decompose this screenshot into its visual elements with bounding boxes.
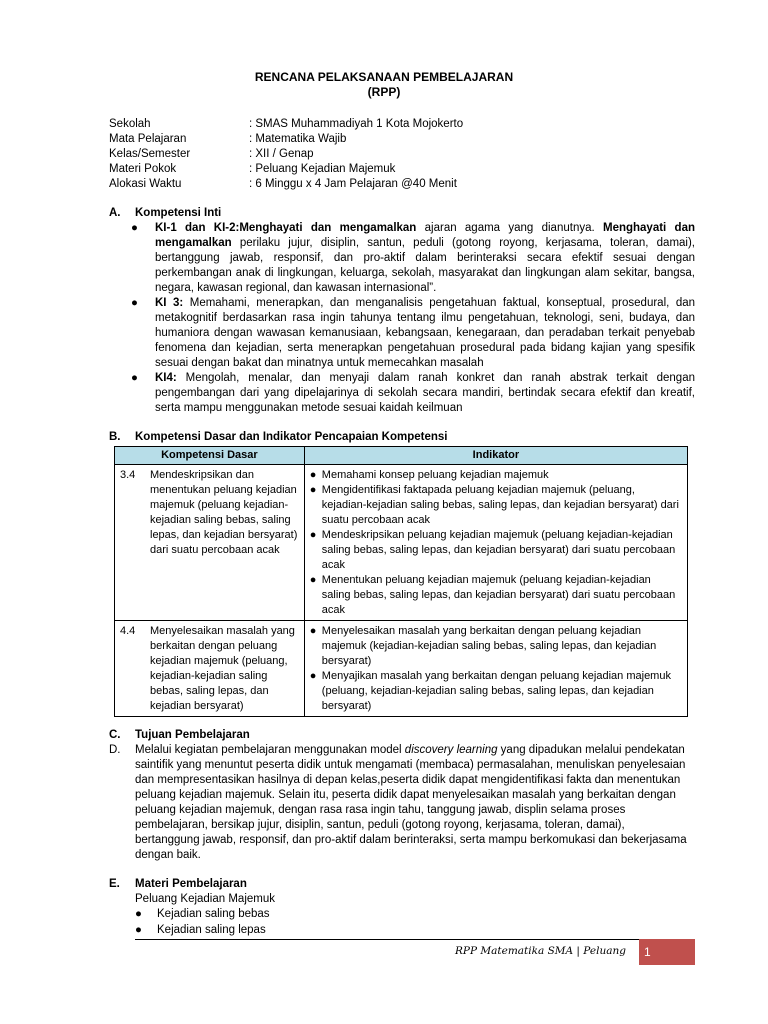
info-value: : Peluang Kejadian Majemuk	[249, 163, 396, 175]
model-name: discovery learning	[404, 744, 498, 756]
table-row	[115, 465, 688, 621]
list-item	[131, 371, 695, 416]
doc-subtitle: (RPP)	[367, 85, 401, 99]
bullet-icon: ●	[309, 574, 317, 586]
list-item	[135, 907, 275, 923]
bullet-icon: ●	[135, 908, 142, 920]
doc-title: RENCANA PELAKSANAAN PEMBELAJARAN	[254, 70, 514, 84]
section-heading: Kompetensi Inti	[135, 207, 222, 219]
indicator-text: Menentukan peluang kejadian majemuk (peluang kejadian-kejadian saling bebas, saling lepas, dan kejadian bersyarat) dari suatu percobaan acak	[321, 574, 676, 616]
info-label: Mata Pelajaran	[109, 133, 187, 145]
material-item: Kejadian saling lepas	[157, 924, 266, 936]
section-letter: A.	[109, 207, 121, 219]
ki-heading: KI-1 dan KI-2:Menghayati dan mengamalkan	[155, 222, 417, 234]
info-row	[109, 177, 463, 192]
info-label: Sekolah	[109, 118, 151, 130]
ki-list	[131, 221, 695, 416]
column-header: Kompetensi Dasar	[115, 447, 305, 465]
material-item: Kejadian saling bebas	[157, 908, 270, 920]
section-letter: C.	[109, 729, 121, 741]
indicator-text: Mengidentifikasi faktapada peluang kejadian majemuk (peluang, kejadian-kejadian saling bebas, saling lepas, dan kejadian bersyarat) dari suatu percobaan acak	[321, 484, 679, 526]
kd-text: Mendeskripsikan dan menentukan peluang kejadian majemuk (peluang kejadian-kejadian saling bebas, saling lepas, dan kejadian bersyarat) dari suatu percobaan acak	[150, 469, 298, 556]
page-number-badge: 1	[639, 939, 695, 965]
list-item	[310, 483, 682, 528]
section-letter: D.	[109, 744, 121, 756]
indicator-cell	[304, 465, 687, 621]
bullet-icon: ●	[135, 924, 142, 936]
bullet-icon: ●	[309, 469, 317, 481]
info-label: Kelas/Semester	[109, 148, 191, 160]
info-value: : SMAS Muhammadiyah 1 Kota Mojokerto	[249, 118, 464, 130]
identity-table	[109, 117, 463, 192]
bullet-icon: ●	[131, 372, 138, 384]
bullet-icon: ●	[309, 670, 317, 682]
footer-text: RPP Matematika SMA | Peluang	[455, 945, 626, 957]
indicator-cell	[304, 621, 687, 717]
info-label: Materi Pokok	[109, 163, 177, 175]
ki-text: Mengolah, menalar, dan menyaji dalam ranah konkret dan ranah abstrak terkait dengan pengembangan dari yang dipelajarinya di sekolah secara mandiri, bertindak secara efektif dan kreatif, serta mampu menggunakan metode sesuai kaidah keilmuan	[155, 372, 695, 414]
list-item	[310, 573, 682, 618]
bullet-icon: ●	[131, 222, 138, 234]
bullet-icon: ●	[131, 297, 138, 309]
list-item	[135, 923, 275, 939]
ki-heading: KI 3:	[155, 297, 184, 309]
list-item	[131, 221, 695, 296]
objective-paragraph	[135, 743, 690, 863]
info-label: Alokasi Waktu	[109, 178, 182, 190]
section-heading: Kompetensi Dasar dan Indikator Pencapaian Kompetensi	[135, 431, 448, 443]
footer-divider	[135, 939, 689, 940]
section-letter: E.	[109, 878, 120, 890]
indicator-text: Menyajikan masalah yang berkaitan dengan peluang kejadian majemuk (peluang, kejadian-kejadian saling bebas, saling lepas, dan kejadian bersyarat)	[321, 670, 671, 712]
ki-emphasis: Menghayati dan mengamalkan	[155, 222, 695, 249]
material-list	[135, 892, 275, 939]
info-row	[109, 162, 463, 177]
list-item	[310, 468, 682, 483]
section-heading: Tujuan Pembelajaran	[135, 729, 250, 741]
table-header-row	[115, 447, 688, 465]
info-value: : 6 Minggu x 4 Jam Pelajaran @40 Menit	[249, 178, 457, 190]
indicator-text: Mendeskripsikan peluang kejadian majemuk (peluang kejadian-kejadian saling bebas, saling lepas, dan kejadian bersyarat) dari suatu percobaan acak	[321, 529, 676, 571]
info-row	[109, 117, 463, 132]
table-row	[115, 621, 688, 717]
info-value: : XII / Genap	[249, 148, 314, 160]
objective-text: yang dipadukan melalui pendekatan saintifik yang menuntut peserta didik untuk mengamati (membaca) permasalahan, menuliskan penyelesaian dan mempresentasikan hasilnya di depan kelas,peserta didik dapat mengidentifikasi fakta dan menentukan peluang kejadian majemuk. Selain itu, peserta didik dapat menyelesaikan masalah yang berkaitan dengan peluang kejadian majemuk, dengan rasa rasa ingin tahu, tanggung jawab, displin selama proses pembelajaran, bersikap jujur, disiplin, santun, peduli (gotong royong, kerjasama, toleran, damai), bertanggung jawab, responsif, dan pro-aktif dalam berinteraksi, serta mampu berkomukasi dan bekerjasama dengan baik.	[135, 744, 687, 861]
info-row	[109, 147, 463, 162]
section-letter: B.	[109, 431, 121, 443]
bullet-icon: ●	[309, 625, 317, 637]
objective-text: Melalui kegiatan pembelajaran menggunakan model	[135, 744, 405, 756]
list-item	[131, 296, 695, 371]
kd-number: 4.4	[120, 625, 136, 637]
info-value: : Matematika Wajib	[249, 133, 347, 145]
bullet-icon: ●	[309, 484, 317, 496]
info-row	[109, 132, 463, 147]
indicator-text: Memahami konsep peluang kejadian majemuk	[321, 469, 549, 481]
ki-heading: KI4:	[155, 372, 177, 384]
list-item	[310, 624, 682, 669]
list-item	[310, 528, 682, 573]
list-item	[310, 669, 682, 714]
kd-number: 3.4	[120, 469, 136, 481]
ki-text: ajaran agama yang dianutnya.	[416, 222, 603, 234]
bullet-icon: ●	[309, 529, 317, 541]
ki-text: perilaku jujur, disiplin, santun, peduli (gotong royong, kerjasama, toleran, damai), bertanggung jawab, responsif, dan pro-aktif dalam berinteraksi secara efektif sesuai dengan perkembangan anak di lingkungan, keluarga, sekolah, masyarakat dan lingkungan alam sekitar, bangsa, negara, kawasan regional, dan kawasan internasional”.	[155, 237, 695, 294]
material-subtitle: Peluang Kejadian Majemuk	[135, 893, 276, 905]
kd-cell	[115, 621, 305, 717]
competency-table	[114, 446, 688, 717]
kd-cell	[115, 465, 305, 621]
kd-text: Menyelesaikan masalah yang berkaitan dengan peluang kejadian majemuk (peluang, kejadian-kejadian saling bebas, saling lepas, dan kejadian bersyarat)	[150, 625, 295, 712]
column-header: Indikator	[304, 447, 687, 465]
indicator-text: Menyelesaikan masalah yang berkaitan dengan peluang kejadian majemuk (kejadian-kejadian saling bebas, saling lepas, dan kejadian bersyarat)	[321, 625, 657, 667]
ki-text: Memahami, menerapkan, dan menganalisis pengetahuan faktual, konseptual, prosedural, dan metakognitif berdasarkan rasa ingin tahunya tentang ilmu pengetahuan, teknologi, seni, budaya, dan humaniora dengan wawasan kemanusiaan, kebangsaan, kenegaraan, dan peradaban terkait penyebab fenomena dan kejadian, serta menerapkan pengetahuan prosedural pada bidang kajian yang spesifik sesuai dengan bakat dan minatnya untuk memecahkan masalah	[155, 297, 696, 369]
section-heading: Materi Pembelajaran	[135, 878, 247, 890]
